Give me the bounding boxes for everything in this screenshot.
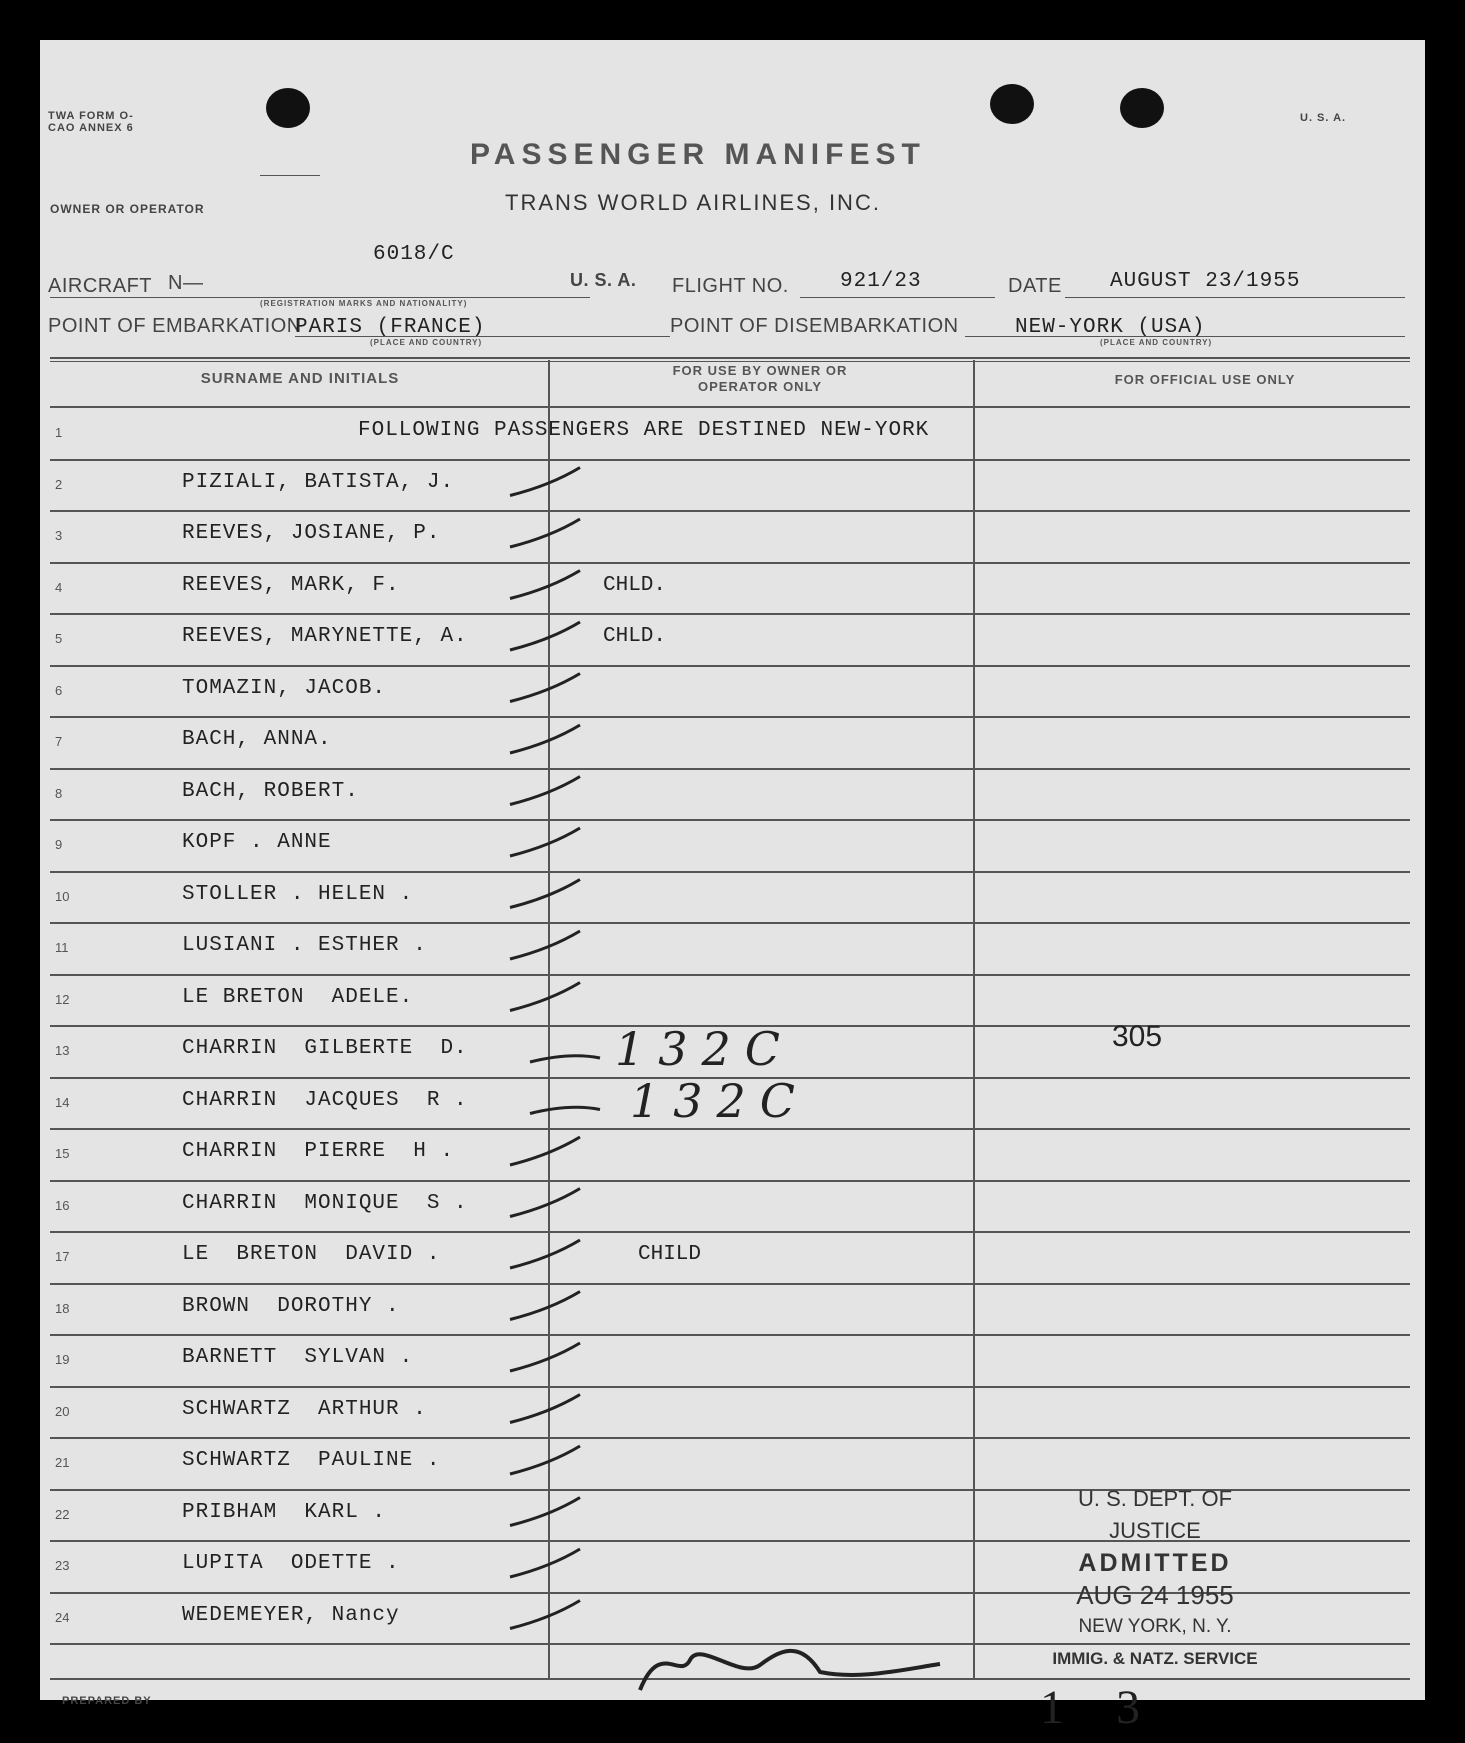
passenger-name: SCHWARTZ PAULINE . <box>182 1449 441 1472</box>
row-number: 9 <box>55 837 63 852</box>
passenger-name: PIZIALI, BATISTA, J. <box>182 470 455 494</box>
printed-in: U. S. A. <box>1300 112 1347 124</box>
passenger-name: CHARRIN JACQUES R . <box>182 1088 468 1112</box>
check-tick <box>530 1107 600 1113</box>
check-tick <box>510 1137 580 1165</box>
check-tick <box>510 828 580 856</box>
check-tick <box>510 571 580 599</box>
embark-place-caption: (PLACE AND COUNTRY) <box>370 338 483 347</box>
passenger-name: REEVES, MARYNETTE, A. <box>182 625 468 648</box>
passenger-name: CHARRIN GILBERTE D. <box>182 1037 468 1060</box>
passenger-name: REEVES, JOSIANE, P. <box>182 522 441 545</box>
row-number: 20 <box>55 1403 70 1419</box>
stamp-line2: ADMITTED <box>1078 1549 1232 1577</box>
check-tick <box>510 983 580 1011</box>
signature-scribble <box>640 1651 940 1690</box>
registration-caption: (REGISTRATION MARKS AND NATIONALITY) <box>260 299 468 308</box>
passenger-name: CHARRIN MONIQUE S . <box>182 1191 468 1215</box>
aircraft-prefix: N— <box>168 272 204 294</box>
passenger-name: LUPITA ODETTE . <box>182 1552 400 1575</box>
aircraft-label: AIRCRAFT <box>48 275 152 297</box>
stamp-line3: AUG 24 1955 <box>1076 1580 1234 1610</box>
row-number: 16 <box>55 1197 70 1213</box>
passenger-count: 1 3 <box>1040 1681 1140 1734</box>
handwritten-code: 132C <box>630 1073 809 1128</box>
stamp-line1: U. S. DEPT. OF JUSTICE <box>1077 1486 1233 1543</box>
row-number: 10 <box>55 888 70 904</box>
row-number: 14 <box>55 1094 70 1110</box>
passenger-name: BROWN DOROTHY . <box>182 1294 400 1318</box>
row-number: 4 <box>55 579 63 595</box>
column-header-owner-use: FOR USE BY OWNER OR OPERATOR ONLY <box>672 363 848 394</box>
check-tick <box>510 622 580 650</box>
form-id-line1: TWA FORM O- <box>48 110 134 122</box>
row-number: 1 <box>55 425 63 440</box>
row-number: 3 <box>55 528 63 543</box>
row-number: 6 <box>55 682 63 698</box>
check-tick <box>510 1240 580 1268</box>
passenger-name: TOMAZIN, JACOB. <box>182 676 387 700</box>
check-tick <box>510 1549 580 1577</box>
flight-no: 921/23 <box>840 270 922 293</box>
check-tick <box>510 519 580 547</box>
embarkation-label: POINT OF EMBARKATION <box>48 315 302 337</box>
check-tick <box>510 1601 580 1629</box>
check-tick <box>510 931 580 959</box>
passenger-name: LUSIANI . ESTHER . <box>182 934 427 957</box>
date-label: DATE <box>1008 275 1062 297</box>
company-name: TRANS WORLD AIRLINES, INC. <box>505 190 881 215</box>
form-id-line2: CAO ANNEX 6 <box>48 122 134 134</box>
check-tick <box>510 1498 580 1526</box>
passenger-name: BARNETT SYLVAN . <box>182 1346 414 1369</box>
passenger-name: LE BRETON DAVID . <box>182 1243 441 1266</box>
passenger-name: WEDEMEYER, Nancy <box>182 1603 400 1627</box>
row-number: 19 <box>55 1352 70 1367</box>
row-number: 17 <box>55 1249 70 1264</box>
check-tick <box>530 1056 600 1062</box>
row-number: 7 <box>55 734 63 749</box>
owner-note: CHLD. <box>603 625 667 648</box>
row-number: 8 <box>55 785 63 801</box>
check-tick <box>510 777 580 805</box>
official-note: 305 <box>1112 1020 1163 1053</box>
disembark-place-caption: (PLACE AND COUNTRY) <box>1100 338 1213 347</box>
flight-no-label: FLIGHT NO. <box>672 275 789 297</box>
handwritten-marks <box>40 40 1425 1700</box>
page-title: PASSENGER MANIFEST <box>470 138 926 171</box>
owner-note: CHILD <box>638 1243 702 1266</box>
column-header-surname: SURNAME AND INITIALS <box>200 370 400 387</box>
passenger-name: BACH, ROBERT. <box>182 779 359 803</box>
row-number: 13 <box>55 1043 70 1058</box>
passenger-name: BACH, ANNA. <box>182 728 332 751</box>
passenger-name: LE BRETON ADELE. <box>182 985 414 1009</box>
row-number: 5 <box>55 631 63 646</box>
stamp-line4: NEW YORK, N. Y. <box>1078 1616 1232 1637</box>
passenger-name: STOLLER . HELEN . <box>182 882 414 906</box>
passenger-name: REEVES, MARK, F. <box>182 573 400 597</box>
handwritten-code: 132C <box>615 1022 794 1076</box>
flight-date: AUGUST 23/1955 <box>1110 270 1301 293</box>
row-number: 15 <box>55 1146 70 1161</box>
check-tick <box>510 674 580 702</box>
passenger-name: CHARRIN PIERRE H . <box>182 1140 455 1163</box>
row-number: 18 <box>55 1300 70 1316</box>
row-number: 21 <box>55 1455 70 1470</box>
row-number: 24 <box>55 1609 70 1625</box>
manifest-page <box>40 40 1425 1734</box>
owner-label: OWNER OR OPERATOR <box>50 202 205 216</box>
check-tick <box>510 725 580 753</box>
check-tick <box>510 1343 580 1371</box>
check-tick <box>510 1395 580 1423</box>
column-header-official-use: FOR OFFICIAL USE ONLY <box>1114 372 1296 387</box>
passenger-name: SCHWARTZ ARTHUR . <box>182 1397 427 1421</box>
check-tick <box>510 1292 580 1320</box>
row-number: 12 <box>55 991 70 1007</box>
destination-note: FOLLOWING PASSENGERS ARE DESTINED NEW-YORK <box>358 419 930 442</box>
check-tick <box>510 880 580 908</box>
nationality: U. S. A. <box>570 270 637 290</box>
check-tick <box>510 468 580 496</box>
row-number: 23 <box>55 1558 70 1573</box>
prepared-by-label: PREPARED BY <box>62 1695 152 1707</box>
disembarkation-label: POINT OF DISEMBARKATION <box>670 315 959 337</box>
check-tick <box>510 1446 580 1474</box>
aircraft-number: 6018/C <box>373 243 455 266</box>
passenger-name: PRIBHAM KARL . <box>182 1500 387 1524</box>
row-number: 22 <box>55 1506 70 1522</box>
stamp-line5: IMMIG. & NATZ. SERVICE <box>1052 1649 1258 1668</box>
owner-note: CHLD. <box>603 573 667 597</box>
row-number: 2 <box>55 476 63 492</box>
passenger-name: KOPF . ANNE <box>182 831 332 854</box>
check-tick <box>510 1189 580 1217</box>
disembarkation-value: NEW-YORK (USA) <box>1015 316 1206 339</box>
row-number: 11 <box>55 940 69 955</box>
embarkation-value: PARIS (FRANCE) <box>295 316 486 339</box>
